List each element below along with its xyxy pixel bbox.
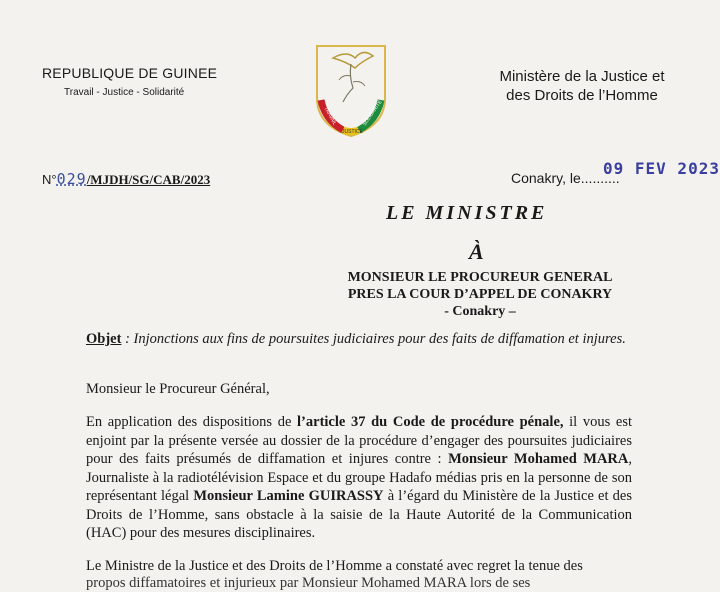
para1-text-2: il vous est enjoint par la présente versée au dossier de la procédure d’engager des poursuites judiciaires pour des faits présumés de diffamation et injures contre : — [86, 414, 632, 467]
coat-of-arms-seal — [303, 36, 399, 140]
subject-separator: : — [121, 331, 134, 347]
seal-motto-right: SOLIDARITÉ — [361, 99, 384, 128]
subject-text: Injonctions aux fins de poursuites judiciaires pour des faits de diffamation et injures. — [133, 331, 626, 347]
national-motto: Travail - Justice - Solidarité — [64, 87, 185, 98]
salutation: Monsieur le Procureur Général, — [86, 381, 270, 397]
seal-motto-left: TRAVAIL — [322, 106, 338, 127]
recipient-line-3: - Conakry – — [444, 304, 516, 319]
reference-handwritten-number: 029 — [56, 170, 87, 188]
ministry-name — [482, 67, 682, 105]
recipient-block — [330, 269, 630, 320]
date-stamp: 09 FEV 2023 — [603, 159, 720, 178]
country-name: REPUBLIQUE DE GUINEE — [42, 65, 218, 81]
reference-code: /MJDH/SG/CAB/2023 — [86, 172, 211, 187]
body-paragraph-1 — [86, 413, 632, 543]
para1-bold-article: l’article 37 du Code de procédure pénale, — [297, 414, 564, 430]
body-paragraph-2-line-2: propos diffamatoires et injurieux par Monsieur Mohamed MARA lors de ses — [86, 575, 531, 591]
recipient-line-2: PRES LA COUR D’APPEL DE CONAKRY — [347, 287, 613, 302]
seal-motto-center: JUSTICE — [342, 129, 363, 135]
body-paragraph-2-line-1: Le Ministre de la Justice et des Droits de l’Homme a constaté avec regret la tenue des — [86, 558, 583, 574]
para1-bold-journalist: Monsieur Mohamed MARA — [448, 451, 629, 467]
date-dots: .......... — [580, 170, 620, 186]
place-label: Conakry, le — [511, 170, 581, 186]
para1-text-1: En application des dispositions de — [86, 414, 298, 430]
dove-icon — [333, 52, 373, 68]
subject-label: Objet — [86, 331, 122, 347]
reference-number — [42, 170, 210, 188]
ministry-line-2: des Droits de l’Homme — [506, 87, 658, 104]
ministry-line-1: Ministère de la Justice et — [499, 68, 665, 85]
para1-bold-representative: Monsieur Lamine GUIRASSY — [193, 488, 384, 504]
subject-line — [86, 330, 646, 349]
sender-title: LE MINISTRE — [386, 202, 548, 224]
addressee-marker: À — [469, 239, 484, 264]
reference-prefix: N° — [42, 172, 57, 187]
recipient-line-1: MONSIEUR LE PROCUREUR GENERAL — [347, 270, 613, 285]
para1-text-3: , Journaliste à la radiotélévision Espace et du groupe Hadafo médias pris en la personne de son représentant légal — [86, 451, 632, 504]
para1-text-4: à l’égard du Ministère de la Justice et des Droits de l’Homme, sans obstacle à la saisie de la Haute Autorité de la Communication (HAC) pour des mesures disciplinaires. — [86, 488, 633, 541]
